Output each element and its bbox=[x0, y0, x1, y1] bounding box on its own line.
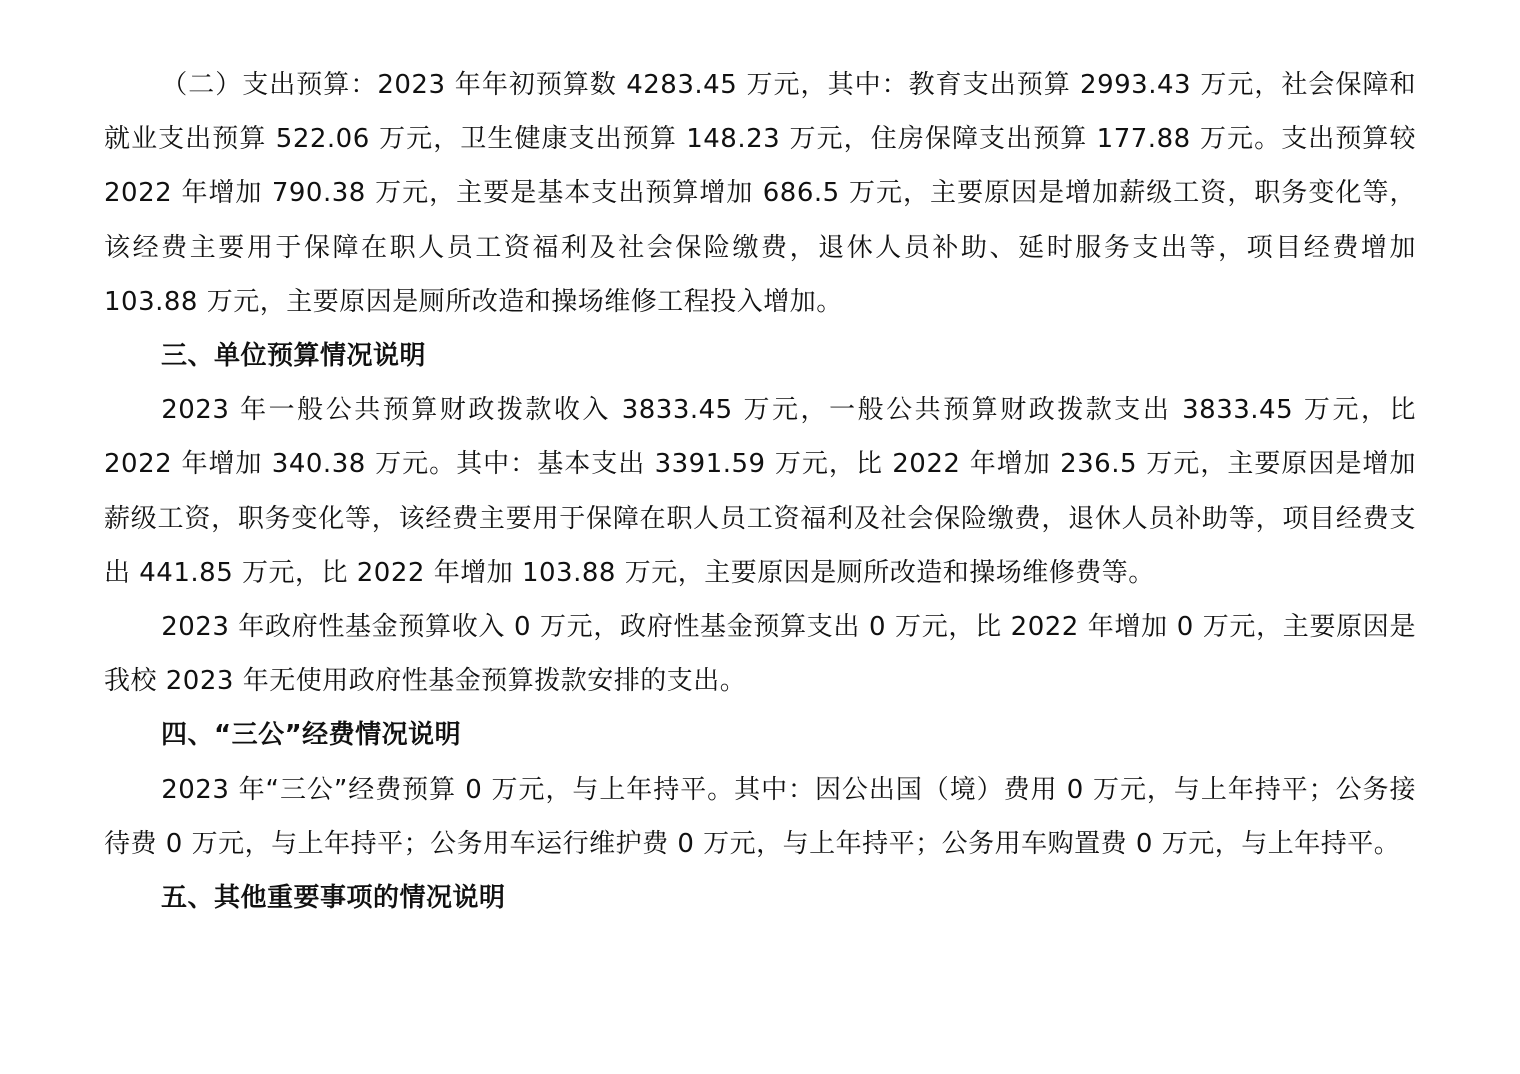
paragraph-three-public-expenses: 2023 年“三公”经费预算 0 万元，与上年持平。其中：因公出国（境）费用 0 万元，与上年持平；公务接待费 0 万元，与上年持平；公务用车运行维护费 0 万元，与上年持平；公务用车购置费 0 万元，与上年持平。 bbox=[104, 774, 1416, 859]
heading-other-matters: 五、其他重要事项的情况说明 bbox=[161, 883, 506, 914]
heading-three-public-expenses: 四、“三公”经费情况说明 bbox=[161, 720, 462, 751]
paragraph-expenditure-budget: （二）支出预算：2023 年年初预算数 4283.45 万元，其中：教育支出预算 2993.43 万元，社会保障和就业支出预算 522.06 万元，卫生健康支出预算 148.23 万元，住房保障支出预算 177.88 万元。支出预算较 2022 年增加 790.38 万元，主要是基本支出预算增加 686.5 万元，主要原因是增加薪级工资，职务变化等，该经费主要用于保障在职人员工资福利及社会保险缴费，退休人员补助、延时服务支出等，项目经费增加 103.88 万元，主要原因是厕所改造和操场维修工程投入增加。 bbox=[104, 70, 1416, 317]
paragraph-government-fund-budget: 2023 年政府性基金预算收入 0 万元，政府性基金预算支出 0 万元，比 2022 年增加 0 万元，主要原因是我校 2023 年无使用政府性基金预算拨款安排的支出。 bbox=[104, 612, 1416, 697]
heading-unit-budget: 三、单位预算情况说明 bbox=[161, 341, 427, 372]
document-page bbox=[104, 58, 1416, 925]
paragraph-general-public-budget: 2023 年一般公共预算财政拨款收入 3833.45 万元，一般公共预算财政拨款支出 3833.45 万元，比 2022 年增加 340.38 万元。其中：基本支出 3391.59 万元，比 2022 年增加 236.5 万元，主要原因是增加薪级工资，职务变化等，该经费主要用于保障在职人员工资福利及社会保险缴费，退休人员补助等，项目经费支出 441.85 万元，比 2022 年增加 103.88 万元，主要原因是厕所改造和操场维修费等。 bbox=[104, 395, 1416, 588]
